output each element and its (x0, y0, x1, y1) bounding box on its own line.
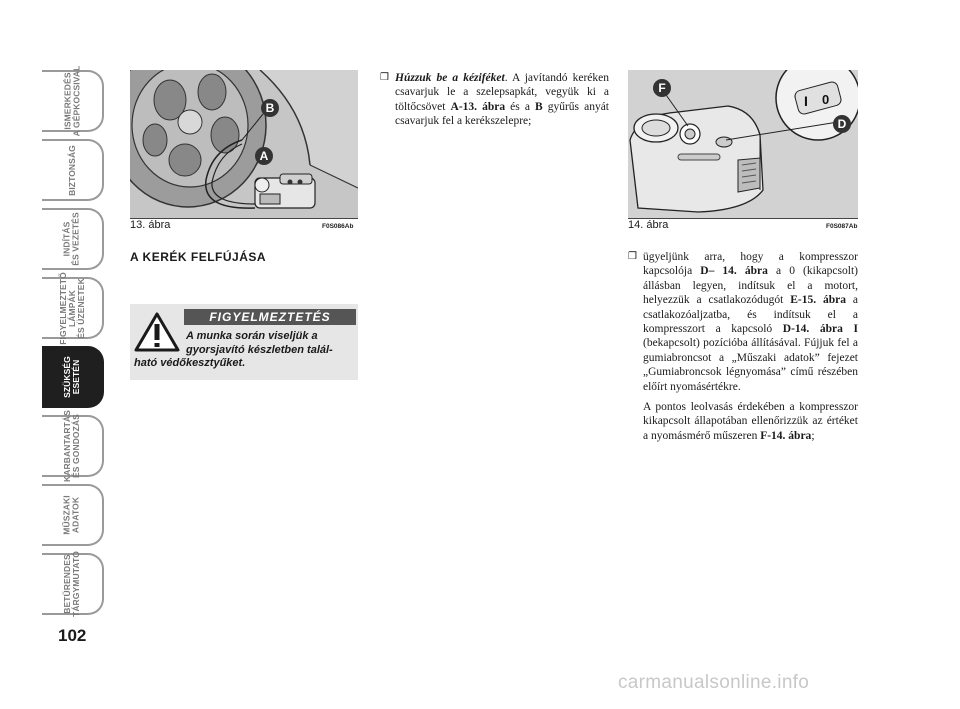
figure-ref: E-15. ábra (790, 294, 846, 307)
figure-14-image (628, 70, 858, 219)
warning-text (134, 330, 356, 371)
figure-14-caption: 14. ábra (628, 219, 669, 231)
marker-d-label: D (837, 117, 847, 131)
marker-b-label: B (265, 101, 275, 115)
section-heading: A KERÉK FELFÚJÁSA (130, 250, 267, 264)
tab-label: SZÜKSÉG ESETÉN (61, 356, 81, 398)
warning-box (130, 304, 358, 380)
tab-karbantartas[interactable] (42, 410, 104, 482)
tab-label: MŰSZAKI ADATOK (61, 495, 81, 535)
bullet-icon: ❒ (628, 251, 637, 262)
middle-column (380, 71, 609, 129)
watermark: carmanualsonline.info (618, 672, 810, 693)
text-run: a 0 (kikapcsolt) állásban legyen, indítsuk el a motort, helyezzük a csatlakozódugót (643, 265, 858, 307)
text-run: a csatlakozóaljzatba, és indítsuk el a kompresszort a kapcsoló (643, 294, 859, 336)
bold-lead: Húzzuk be a kéziféket (395, 72, 505, 84)
figure-13-caption: 13. ábra (130, 219, 171, 231)
tab-label: BIZTONSÁG (66, 144, 77, 196)
right-paragraph-1 (628, 250, 858, 394)
figure-13-image (130, 70, 358, 219)
warning-line-2: gyorsjavító készletben talál- (186, 343, 333, 356)
tab-figyelmezteto[interactable] (42, 271, 104, 345)
tab-muszaki-adatok[interactable] (42, 484, 104, 546)
tab-biztonsag[interactable] (42, 139, 104, 201)
marker-a-label: A (259, 149, 269, 163)
tab-ismerkedes[interactable] (42, 65, 104, 137)
tab-label: BETŰRENDES TÁRGYMUTATÓ (62, 551, 82, 617)
figure-ref: D– 14. ábra (700, 265, 768, 278)
right-paragraph-2 (628, 400, 858, 443)
tab-label: FIGYELMEZTETŐ LÁMPÁK ÉS ÜZENETEK (57, 271, 86, 345)
warning-line-1: A munka során viseljük a (186, 330, 318, 342)
page-number: 102 (58, 626, 87, 645)
figure-ref: A-13. ábra (450, 100, 506, 113)
figure-ref: B (534, 100, 543, 113)
tab-betrendes[interactable] (42, 553, 104, 615)
text-run: A pontos leolvasás érdekében a kompresszor kikapcsolt állapotában ellenőrizzük az értéket a nyomásmérő műszeren (643, 401, 858, 442)
text-run: . A javítandó keréken csavarjuk le a szelepsapkát, vegyük ki a töltőcsövet (395, 72, 609, 113)
figure-ref: F-14. ábra (760, 429, 812, 442)
tab-label: KARBANTARTÁS ÉS GONDOZÁS (62, 410, 81, 482)
figure-ref: D-14. ábra I (782, 323, 858, 336)
switch-position-1: I (804, 93, 808, 109)
text-run: (bekapcsolt) pozícióba állításával. Fújjuk fel a gumiabroncsot a „Műszaki adatok” fejezet „Gumiabroncsok légnyomása” című részében előírt nyomásértékre. (643, 337, 858, 393)
middle-paragraph (380, 71, 609, 129)
figure-13-code: F0S086Ab (322, 223, 354, 230)
warning-title: FIGYELMEZTETÉS (184, 309, 356, 325)
text-run: ; (811, 429, 815, 442)
tab-label: ISMERKEDÉS A GÉPKOCSIVAL (62, 65, 82, 137)
tab-inditas[interactable] (42, 208, 104, 270)
right-column (628, 250, 858, 443)
marker-f-label: F (658, 81, 666, 95)
tab-label: INDÍTÁS ÉS VEZETÉS (62, 212, 81, 266)
bullet-icon: ❒ (380, 72, 389, 83)
text-run: és a (505, 100, 535, 113)
figure-14-code: F0S087Ab (826, 223, 858, 230)
text-run: ügyeljünk arra, hogy a kompresszor kapcsolója (643, 251, 858, 278)
text-run: gyűrűs anyát csavarjuk fel a kerékszelepre; (395, 100, 609, 128)
warning-line-3: ható védőkesztyűket. (134, 357, 246, 369)
switch-position-0: 0 (822, 92, 830, 107)
tab-szukseg-eseten[interactable] (42, 346, 104, 408)
